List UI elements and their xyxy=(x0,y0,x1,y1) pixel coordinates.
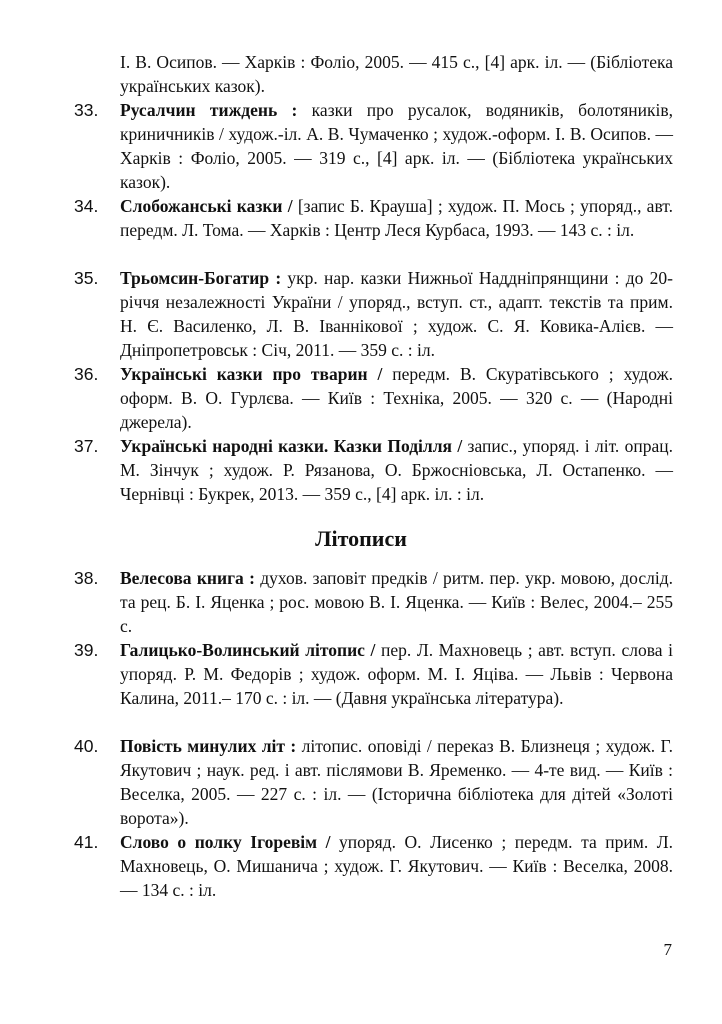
entry-description: упоряд. О. Лисенко ; передм. та прим. Л. Махновець, О. Мишанича ; худож. Г. Якутович. — Київ : Веселка, 2008. — 134 с. : іл. xyxy=(120,832,673,900)
entry-text xyxy=(120,266,673,362)
entry-number: 33. xyxy=(74,100,99,120)
entry-title: Велесова книга : xyxy=(120,568,255,588)
entry-description: пер. Л. Махновець ; авт. вступ. слова і упоряд. Р. М. Федорів ; худож. оформ. М. І. Яціва. — Львів : Червона Калина, 2011.– 170 с. : іл. — (Давня українська література). xyxy=(120,640,673,708)
section-heading: Літописи xyxy=(315,526,407,551)
page-number: 7 xyxy=(663,940,672,959)
entry-description: казки про русалок, водяників, болотяників, криничників / худож.-іл. А. В. Чумаченко ; худож.-оформ. І. В. Осипов. — Харків : Фоліо, 2005. — 319 с., [4] арк. іл. — (Бібліотека українських казок). xyxy=(120,100,673,192)
entry-description: літопис. оповіді / переказ В. Близнеця ; худож. Г. Якутович ; наук. ред. і авт. післямови В. Яременко. — 4-те вид. — Київ : Веселка, 2005. — 227 с. : іл. — (Історична бібліотека для дітей «Золоті ворота»). xyxy=(120,736,673,828)
entry-number: 40. xyxy=(74,736,99,756)
entry-number: 39. xyxy=(74,640,99,660)
entry-title: Слово о полку Ігоревім / xyxy=(120,832,331,852)
entry-text: І. В. Осипов. — Харків : Фоліо, 2005. — 415 с., [4] арк. іл. — (Бібліотека українських казок). xyxy=(120,52,673,96)
entry-number: 36. xyxy=(74,364,99,384)
entry-title: Українські народні казки. Казки Поділля / xyxy=(120,436,463,456)
entry-title: Трьомсин-Богатир : xyxy=(120,268,282,288)
entry-number: 41. xyxy=(74,832,99,852)
entry-text xyxy=(120,638,673,710)
entry-text xyxy=(120,362,673,434)
entry-text xyxy=(120,566,673,638)
entry-title: Галицько-Волинський літопис / xyxy=(120,640,376,660)
entry-text xyxy=(120,434,673,506)
entry-number: 34. xyxy=(74,196,99,216)
entry-description: передм. В. Скуратівського ; худож. оформ. В. О. Гурлєва. — Київ : Техніка, 2005. — 320 с. — (Народні джерела). xyxy=(120,364,673,432)
entry-title: Українські казки про тварин / xyxy=(120,364,383,384)
entry-text xyxy=(120,734,673,830)
entry-title: Повість минулих літ : xyxy=(120,736,297,756)
entry-title: Слобожанські казки / xyxy=(120,196,293,216)
entry-title: Русалчин тиждень : xyxy=(120,100,298,120)
entry-text xyxy=(120,98,673,194)
entry-number: 35. xyxy=(74,268,99,288)
entry-number: 37. xyxy=(74,436,99,456)
entry-description: запис., упоряд. і літ. опрац. М. Зінчук ; худож. Р. Рязанова, О. Бржоснiовська, Л. Остапенко. — Чернівці : Букрек, 2013. — 359 с., [4] арк. іл. : іл. xyxy=(120,436,673,504)
entry-description: [запис Б. Крауша] ; худож. П. Мось ; упоряд., авт. передм. Л. Тома. — Харків : Центр Леся Курбаса, 1993. — 143 с. : іл. xyxy=(120,196,673,240)
entry-text xyxy=(120,830,673,902)
entry-text xyxy=(120,194,673,242)
entry-description: укр. нар. казки Нижньої Наддніпрянщини : до 20-річчя незалежності України / упоряд., вступ. ст., адапт. текстів та прим. Н. Є. Василенко, Л. В. Іваннікової ; худож. С. Я. Ковика-Алієв. — Дніпропетровськ : Січ, 2011. — 359 с. : іл. xyxy=(120,268,673,360)
entry-number: 38. xyxy=(74,568,99,588)
entry-description: духов. заповіт предків / ритм. пер. укр. мовою, дослід. та рец. Б. І. Яценка ; рос. мовою В. І. Яценка. — Київ : Велес, 2004.– 255 с. xyxy=(120,568,673,636)
